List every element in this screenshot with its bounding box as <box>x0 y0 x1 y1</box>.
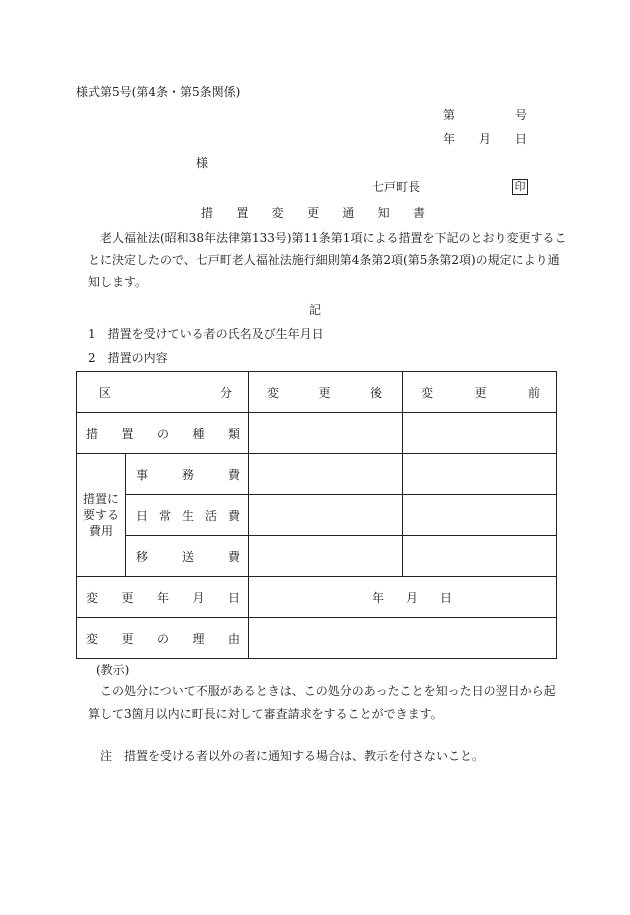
body-line-3: 知します。 <box>88 275 148 289</box>
cost-group-label <box>77 454 126 577</box>
label-char: 年 <box>156 590 169 605</box>
table-row <box>77 454 557 495</box>
label-char: 活 <box>204 508 217 523</box>
label-char: の <box>156 631 169 646</box>
table-row <box>77 495 557 536</box>
label-char: 常 <box>158 508 171 523</box>
title-char: 書 <box>412 206 425 220</box>
label-char: 務 <box>181 467 194 482</box>
label-char: 費 <box>227 549 240 564</box>
header-char: 区 <box>99 385 112 400</box>
title-char: 知 <box>377 206 390 220</box>
header-after <box>249 372 403 413</box>
header-before <box>403 372 557 413</box>
measure-table <box>76 371 557 659</box>
living-cost-after-cell[interactable] <box>249 495 403 536</box>
label-char: 日 <box>227 590 240 605</box>
title-char: 置 <box>236 206 249 220</box>
issuer-name: 七戸町長 <box>372 180 421 194</box>
table-row <box>77 413 557 454</box>
label-char: 月 <box>192 590 205 605</box>
header-kubun <box>77 372 249 413</box>
change-reason-value[interactable] <box>249 618 557 659</box>
title-char: 更 <box>306 206 319 220</box>
header-char: 変 <box>421 385 434 400</box>
header-char: 更 <box>474 385 487 400</box>
label-char: 更 <box>121 631 134 646</box>
number-line <box>443 108 527 122</box>
header-char: 前 <box>527 385 540 400</box>
body-line-1: 老人福祉法(昭和38年法律第133号)第11条第1項による措置を下記のとおり変更するこ <box>100 231 567 245</box>
date-line <box>443 132 527 146</box>
label-char: 生 <box>181 508 194 523</box>
title-char: 変 <box>271 206 284 220</box>
label-char: 事 <box>136 467 149 482</box>
label-char: 由 <box>227 631 240 646</box>
instruction-line-2: 算して3箇月以内に町長に対して審査請求をすることができます。 <box>88 707 443 721</box>
date-month: 月 <box>405 590 418 605</box>
cost-group-line: 要する <box>82 508 119 522</box>
header-char: 後 <box>369 385 382 400</box>
item-2: 2 措置の内容 <box>88 351 168 365</box>
instruction-line-1: この処分について不服があるときは、この処分のあったことを知った日の翌日から起 <box>100 684 556 698</box>
label-char: 変 <box>86 590 99 605</box>
cost-group-line: 措置に <box>82 492 119 506</box>
office-cost-after-cell[interactable] <box>249 454 403 495</box>
row-label-living-cost <box>126 495 249 536</box>
body-line-2: とに決定したので、七戸町老人福祉法施行細則第4条第2項(第5条第2項)の規定により通 <box>88 253 560 267</box>
label-char: 理 <box>192 631 205 646</box>
label-char: 移 <box>136 549 149 564</box>
label-char: 措 <box>86 426 99 441</box>
table-header-row <box>77 372 557 413</box>
cost-group-line: 費用 <box>88 524 113 538</box>
label-char: 費 <box>227 467 240 482</box>
type-after-cell[interactable] <box>249 413 403 454</box>
date-day: 日 <box>439 590 452 605</box>
transport-cost-after-cell[interactable] <box>249 536 403 577</box>
date-month: 月 <box>478 132 491 146</box>
number-suffix: 号 <box>514 108 527 122</box>
label-char: 類 <box>227 426 240 441</box>
table-row <box>77 618 557 659</box>
document-title <box>201 206 425 220</box>
date-day: 日 <box>514 132 527 146</box>
number-prefix: 第 <box>443 108 456 122</box>
label-char: 置 <box>121 426 134 441</box>
note-text: 注 措置を受ける者以外の者に通知する場合は、教示を付さないこと。 <box>100 749 485 763</box>
title-char: 措 <box>201 206 214 220</box>
table-row <box>77 536 557 577</box>
living-cost-before-cell[interactable] <box>403 495 557 536</box>
date-year: 年 <box>443 132 456 146</box>
row-label-transport-cost <box>126 536 249 577</box>
ki-heading: 記 <box>309 303 322 317</box>
row-label-type <box>77 413 249 454</box>
row-label-change-reason <box>77 618 249 659</box>
label-char: 変 <box>86 631 99 646</box>
office-cost-before-cell[interactable] <box>403 454 557 495</box>
form-label: 様式第5号(第4条・第5条関係) <box>76 85 241 99</box>
row-label-change-date <box>77 577 249 618</box>
label-char: 種 <box>192 426 205 441</box>
table-row <box>77 577 557 618</box>
header-char: 変 <box>267 385 280 400</box>
header-char: 分 <box>219 385 232 400</box>
header-char: 更 <box>318 385 331 400</box>
instruction-label: (教示) <box>96 663 130 677</box>
label-char: 日 <box>136 508 149 523</box>
item-1: 1 措置を受けている者の氏名及び生年月日 <box>88 327 324 341</box>
label-char: の <box>156 426 169 441</box>
date-year: 年 <box>372 590 385 605</box>
seal-stamp: 印 <box>512 179 528 195</box>
transport-cost-before-cell[interactable] <box>403 536 557 577</box>
change-date-value[interactable] <box>249 577 557 618</box>
type-before-cell[interactable] <box>403 413 557 454</box>
title-char: 通 <box>342 206 355 220</box>
label-char: 送 <box>181 549 194 564</box>
label-char: 費 <box>227 508 240 523</box>
label-char: 更 <box>121 590 134 605</box>
addressee-suffix: 様 <box>196 156 209 170</box>
row-label-office-cost <box>126 454 249 495</box>
